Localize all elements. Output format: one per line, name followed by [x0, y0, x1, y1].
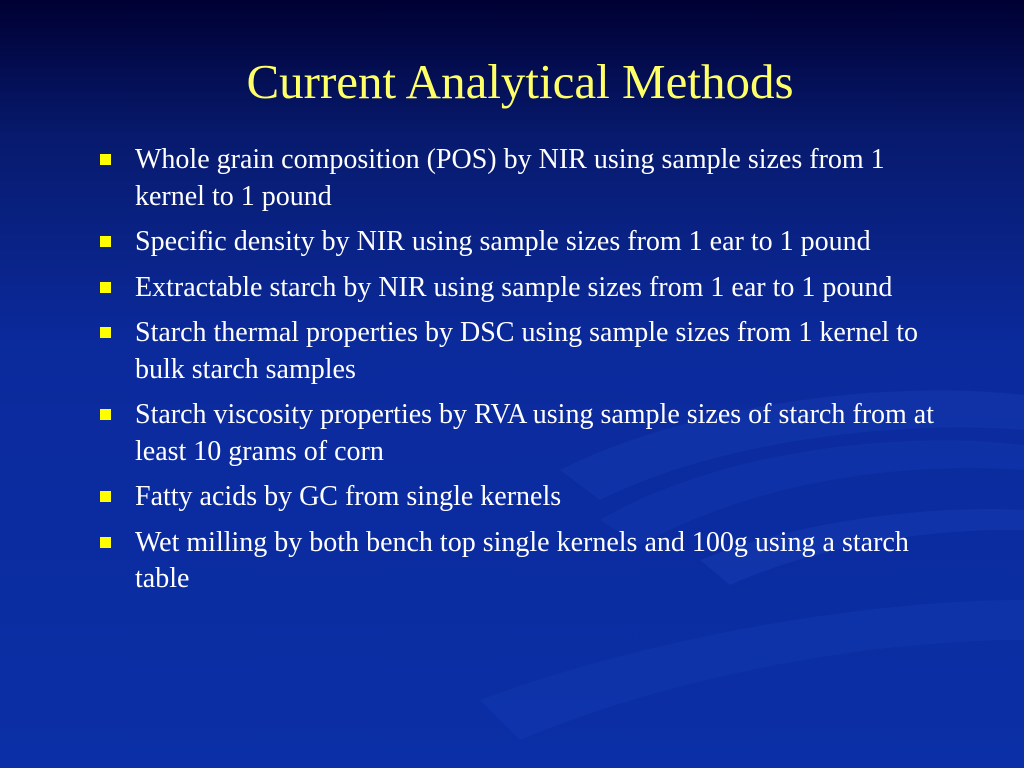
list-item [97, 397, 947, 470]
bullet-text: Whole grain composition (POS) by NIR using sample sizes from 1 kernel to 1 pound [135, 144, 885, 212]
square-bullet-icon [100, 491, 111, 502]
bullet-text: Extractable starch by NIR using sample sizes from 1 ear to 1 pound [135, 271, 893, 303]
bullet-text: Fatty acids by GC from single kernels [135, 481, 562, 512]
bullet-text: Wet milling by both bench top single kernels and 100g using a starch table [135, 526, 909, 594]
list-item [97, 224, 947, 261]
bullet-text: Starch thermal properties by DSC using sample sizes from 1 kernel to bulk starch samples [135, 317, 919, 385]
bullet-list [97, 142, 947, 607]
list-item [97, 270, 947, 307]
square-bullet-icon [100, 236, 111, 247]
square-bullet-icon [100, 409, 111, 420]
list-item [97, 525, 947, 598]
list-item [97, 315, 947, 388]
square-bullet-icon [100, 537, 111, 548]
bullet-text: Specific density by NIR using sample sizes from 1 ear to 1 pound [135, 226, 871, 257]
list-item [97, 479, 947, 516]
slide-title: Current Analytical Methods [246, 54, 794, 109]
square-bullet-icon [100, 282, 111, 293]
list-item [97, 142, 947, 215]
square-bullet-icon [100, 154, 111, 165]
bullet-text: Starch viscosity properties by RVA using sample sizes of starch from at least 10 grams of corn [135, 399, 934, 467]
square-bullet-icon [100, 327, 111, 338]
